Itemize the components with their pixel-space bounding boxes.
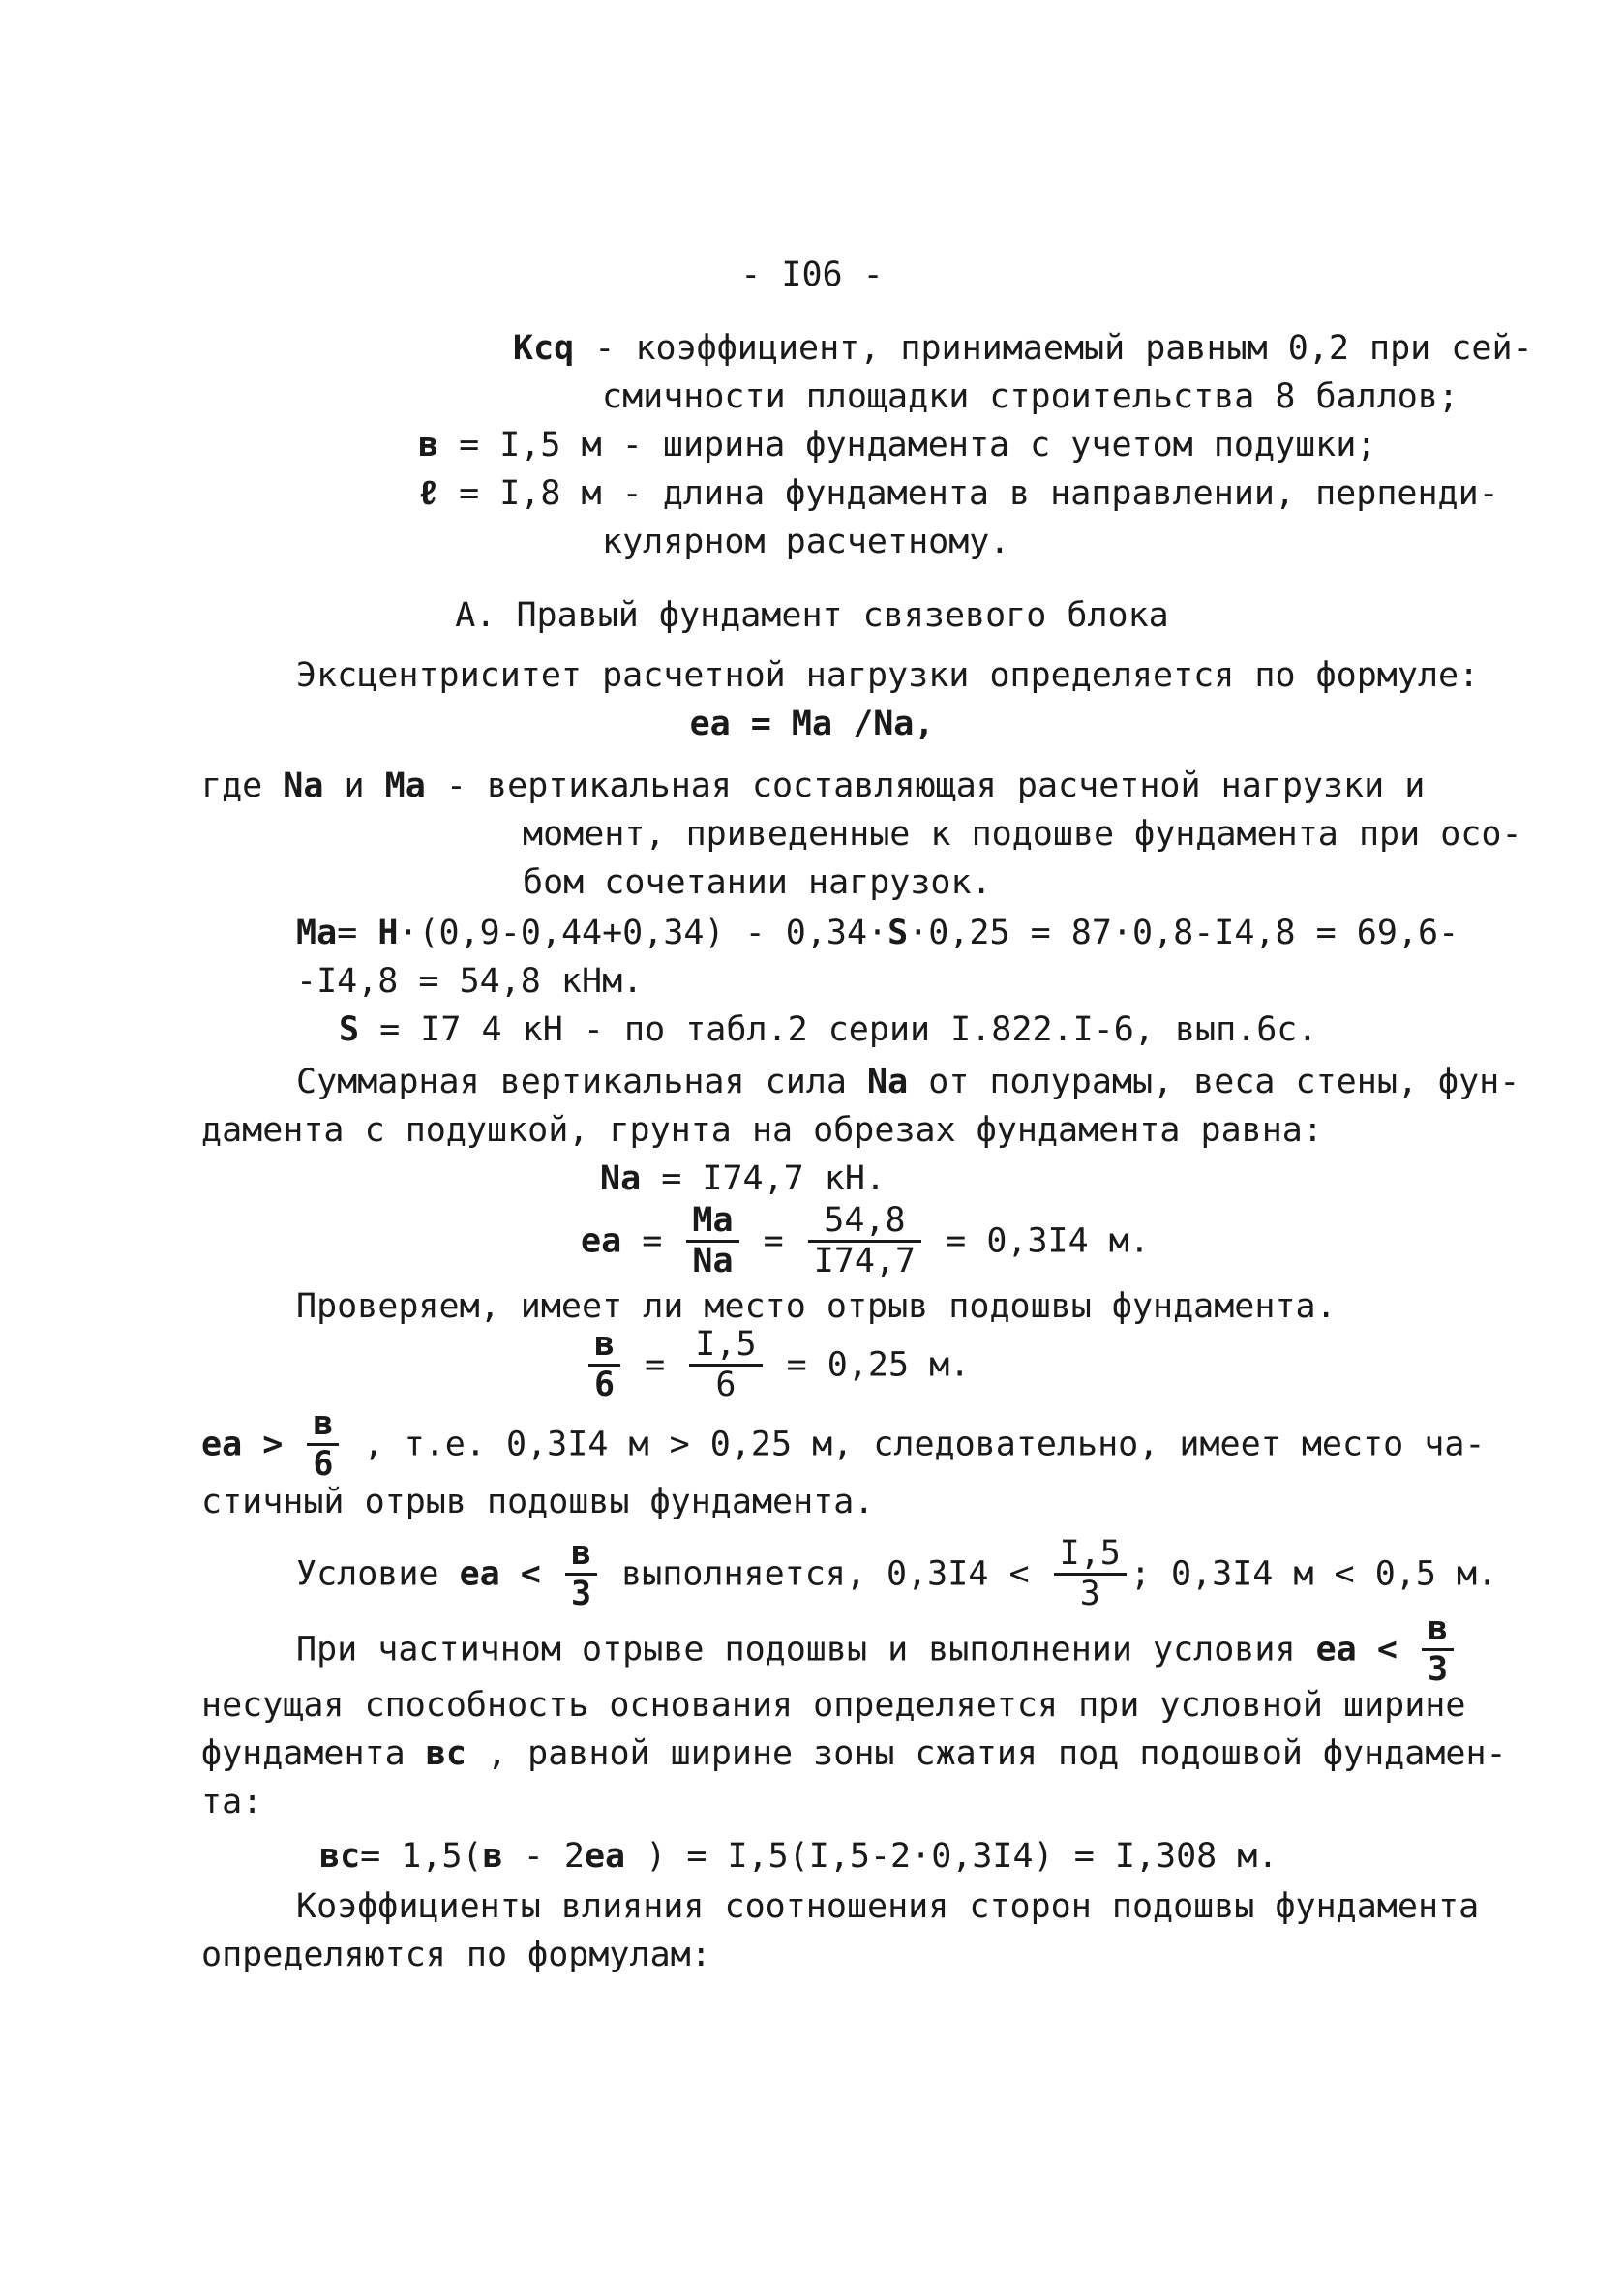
symbol: ea [689, 705, 731, 743]
formula-moment [296, 912, 1459, 954]
numerator: I,5 [689, 1328, 762, 1367]
paragraph-condition [296, 1534, 1498, 1613]
formula-text: = I7 4 кН - по табл.2 серии I.822.I-6, вып.6с. [359, 1010, 1318, 1049]
text: Условие [296, 1554, 460, 1594]
numerator: в [307, 1407, 339, 1446]
symbol: S [887, 914, 909, 952]
denominator: 3 [570, 1575, 592, 1613]
fraction [686, 1201, 738, 1280]
and-word: и [323, 767, 385, 805]
dash: - [425, 767, 488, 805]
denominator: 3 [1427, 1650, 1449, 1689]
symbol: ea [201, 1425, 243, 1464]
formula-text: = 0,25 м. [766, 1345, 971, 1385]
text: Суммарная вертикальная сила [296, 1063, 868, 1101]
numerator: Ma [686, 1204, 738, 1243]
where-continuation: момент, приведенные к подошве фундамента при осо- [523, 815, 1522, 854]
formula-text: = [337, 914, 378, 952]
fraction [1422, 1609, 1454, 1689]
formula-b-over-6 [585, 1325, 971, 1404]
formula-text: = Ma /Na, [730, 705, 935, 743]
paragraph-continuation: несущая способность основания определяется при условной ширине [201, 1686, 1466, 1725]
symbol: ℓ [418, 474, 439, 513]
numerator: в [565, 1537, 597, 1576]
symbol: Kсq [513, 329, 575, 368]
formula-eccentricity [0, 703, 1624, 745]
formula-s [339, 1008, 1317, 1051]
numerator: в [1422, 1612, 1454, 1651]
symbol: S [339, 1010, 360, 1049]
symbol: Ma [384, 767, 426, 805]
definition-l [418, 472, 1499, 515]
value: = I,8 м - [438, 474, 663, 513]
fraction [1054, 1534, 1127, 1613]
formula-text: = 1,5( [360, 1837, 483, 1876]
formula-ea-fraction [581, 1201, 1150, 1280]
text: фундамента [201, 1734, 426, 1773]
paragraph: Проверяем, имеет ли место отрыв подошвы фундамента. [296, 1287, 1337, 1326]
paragraph-continuation: стичный отрыв подошвы фундамента. [201, 1483, 875, 1521]
denominator: 6 [313, 1445, 334, 1484]
paragraph-comparison [201, 1404, 1486, 1484]
symbol: Ma [296, 914, 338, 952]
denominator: 6 [594, 1366, 616, 1404]
symbol: ea [581, 1221, 622, 1261]
formula-text: ·(0,9-0,44+0,34) - 0,34· [398, 914, 888, 952]
fraction [307, 1404, 339, 1484]
definition-kcq [513, 327, 1533, 370]
formula-bc [319, 1835, 1278, 1878]
definition-b [418, 424, 1376, 466]
paragraph: Коэффициенты влияния соотношения сторон подошвы фундамента [296, 1887, 1480, 1926]
fraction [565, 1534, 597, 1613]
text: ; 0,3I4 м < 0,5 м. [1129, 1554, 1498, 1594]
text: , равной ширине зоны сжатия под подошвой фундамен- [466, 1734, 1507, 1773]
less-than: < [499, 1554, 561, 1594]
equals: = [742, 1221, 804, 1261]
symbol: Na [867, 1063, 909, 1101]
where-continuation: бом сочетании нагрузок. [523, 863, 992, 902]
fraction [808, 1201, 921, 1280]
paragraph [296, 1609, 1458, 1689]
where-word: где [201, 767, 284, 805]
fraction [588, 1325, 620, 1404]
numerator: в [588, 1328, 620, 1367]
section-title: А. Правый фундамент связевого блока [455, 596, 1169, 635]
equals: = [621, 1221, 683, 1261]
symbol: вс [319, 1837, 361, 1876]
fraction [689, 1325, 762, 1404]
text: , т.е. 0,3I4 м > 0,25 м, следовательно, имеет место ча- [343, 1425, 1486, 1464]
less-than: < [1356, 1630, 1418, 1669]
symbol: ea [1315, 1630, 1357, 1669]
paragraph-continuation: та: [201, 1783, 263, 1821]
equals: = [624, 1345, 686, 1385]
denominator: Na [692, 1242, 734, 1280]
symbol: в [418, 426, 439, 465]
formula-moment-continuation: -I4,8 = 54,8 кНм. [296, 962, 644, 1001]
numerator: I,5 [1054, 1537, 1127, 1576]
greater-than: > [242, 1425, 304, 1464]
text: выполняется, 0,3I4 < [601, 1554, 1050, 1594]
formula-text: - 2 [502, 1837, 585, 1876]
symbol: в [482, 1837, 503, 1876]
paragraph [296, 1061, 1519, 1103]
formula-text: ·0,25 = 87·0,8-I4,8 = 69,6- [908, 914, 1459, 952]
text: от полурамы, веса стены, фун- [908, 1063, 1520, 1101]
symbol: Na [283, 767, 324, 805]
paragraph-continuation: дамента с подушкой, грунта на обрезах фундамента равна: [201, 1111, 1323, 1150]
denominator: 3 [1079, 1575, 1100, 1613]
formula-text: = 0,3I4 м. [925, 1221, 1150, 1261]
where-clause [201, 765, 1425, 807]
symbol: ea [459, 1554, 500, 1594]
where-text: вертикальная составляющая расчетной нагрузки и [487, 767, 1426, 805]
symbol: вс [425, 1734, 466, 1773]
symbol: H [377, 914, 399, 952]
denominator: I74,7 [813, 1242, 917, 1280]
denominator: 6 [715, 1366, 737, 1404]
page-number: - I06 - [740, 256, 884, 294]
formula-na [600, 1158, 886, 1200]
text: При частичном отрыве подошвы и выполнении условия [296, 1630, 1316, 1669]
numerator: 54,8 [808, 1204, 921, 1243]
definition-continuation: смичности площадки строительства 8 баллов; [602, 377, 1459, 416]
paragraph-continuation: определяются по формулам: [201, 1936, 711, 1974]
paragraph-continuation [201, 1732, 1507, 1775]
formula-text: = I74,7 кН. [641, 1159, 887, 1198]
dash: - [574, 329, 636, 368]
formula-text: ) = I,5(I,5-2·0,3I4) = I,308 м. [625, 1837, 1278, 1876]
symbol: ea [584, 1837, 626, 1876]
definition-text: коэффициент, принимаемый равным 0,2 при сей- [635, 329, 1533, 368]
value: = I,5 м - [438, 426, 663, 465]
symbol: Na [600, 1159, 642, 1198]
paragraph: Эксцентриситет расчетной нагрузки определяется по формуле: [296, 656, 1480, 695]
definition-continuation: кулярном расчетному. [602, 523, 1010, 561]
definition-text: ширина фундамента с учетом подушки; [662, 426, 1377, 465]
definition-text: длина фундамента в направлении, перпенди- [662, 474, 1499, 513]
